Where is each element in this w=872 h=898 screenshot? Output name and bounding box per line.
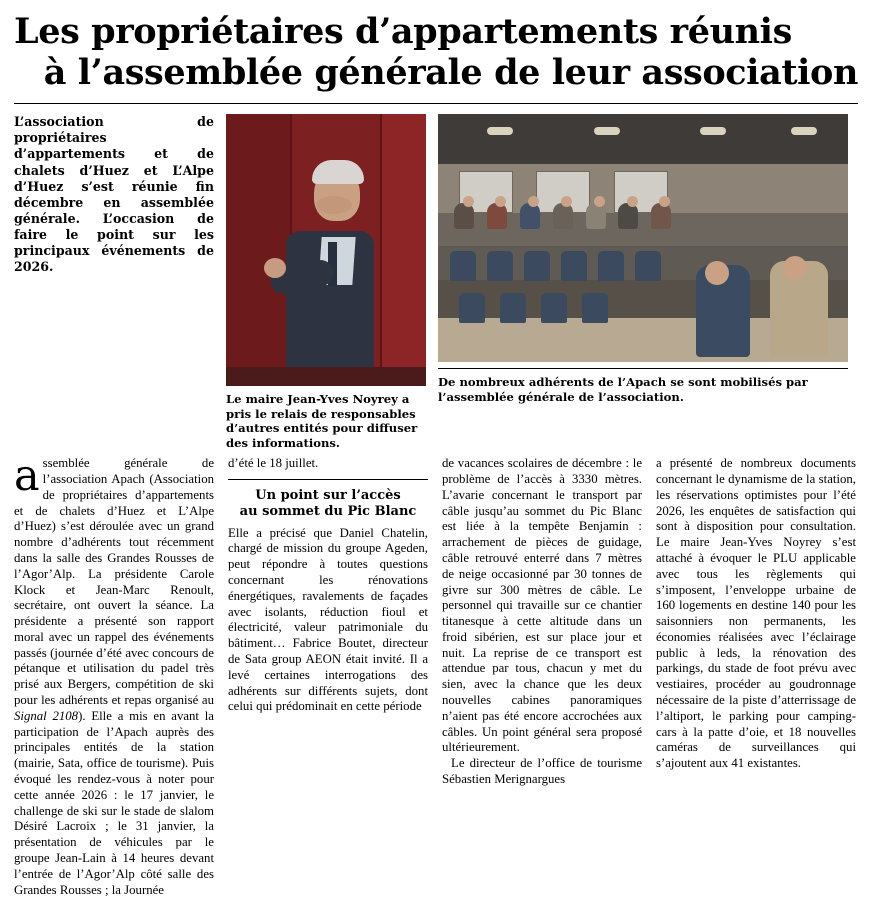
audience-chair bbox=[541, 293, 567, 323]
caption-divider bbox=[438, 368, 848, 369]
lead-text-a: assemblée générale de l’association Apach (Association de propriétaires d’appartements et de chalets d’Huez et L’Alpe d’Huez) s’est déroulée avec un grand nombre d’adhérents tout récemment dans la salle des Grandes Rousses de l’Agor’Alp. La présidente Carole Klock et Jean-Marc Renoult, secrétaire, ont ouvert la séance. La présidente a présenté son rapport moral avec un rappel des événements passés (journée d’été avec concours de pétanque et utilisation du padel très prisé aux Bergers, compétition de ski pour les adhérents et repas organisé au bbox=[14, 451, 214, 708]
audience-person bbox=[487, 203, 507, 229]
audience-chair bbox=[524, 251, 550, 281]
standfirst: L’association de propriétaires d’appartements et de chalets d’Huez et L’Alpe d’Huez s’est réunie fin décembre en assemblée générale. L’occasion de faire le point sur les principaux événements de 2026. bbox=[14, 114, 214, 275]
paragraph: de vacances scolaires de décembre : le problème de l’accès à 3330 mètres. L’avarie concernant le transport par câble jusqu’au sommet du Pic Blanc est liée à la tempête Benjamin : arrachement de pièces de guidage, câble retrouvé enterré dans 7 mètres de neige occasionné par 30 tonnes de givre sur 300 mètres de câble. Le personnel qui travaille sur ce chantier titanesque à cette altitude dans un froid sibérien, est sur place jour et nuit. La reprise de ce transport est attendue par tous, chacun y met du sien, avec la chance que les deux nouvelles cabines panoramiques n’aient pas été encore accrochées aux câbles. Un point général sera proposé ultérieurement. bbox=[442, 456, 642, 755]
paragraph-lead bbox=[14, 451, 214, 898]
column-1 bbox=[14, 451, 214, 898]
ceiling-light-icon bbox=[594, 127, 620, 135]
paragraph: d’été le 18 juillet. bbox=[228, 456, 319, 471]
audience-person-head bbox=[627, 196, 638, 207]
caption-photo-speaker: Le maire Jean-Yves Noyrey a pris le relais de responsables d’autres entités pour diffuser des informations. bbox=[226, 392, 418, 450]
photo-audience-block bbox=[438, 114, 848, 404]
audience-chair bbox=[500, 293, 526, 323]
audience-person-head bbox=[561, 196, 572, 207]
photo-audience bbox=[438, 114, 848, 362]
audience-person bbox=[651, 203, 671, 229]
subhead-line-1: Un point sur l’accès bbox=[255, 487, 401, 503]
headline-line-1: Les propriétaires d’appartements réunis bbox=[14, 11, 792, 52]
photo-speaker-hair bbox=[312, 160, 364, 184]
photo-floor bbox=[226, 367, 426, 386]
audience-chair bbox=[561, 251, 587, 281]
audience-person-head bbox=[463, 196, 474, 207]
photo-speaker-block bbox=[226, 114, 426, 450]
column-3 bbox=[442, 456, 642, 898]
headline-divider bbox=[14, 103, 858, 104]
caption-photo-audience: De nombreux adhérents de l’Apach se sont mobilisés par l’assemblée générale de l’association. bbox=[438, 375, 808, 404]
lead-text-b: ). Elle a mis en avant la participation de l’Apach auprès des principales entités de la station (mairie, Sata, office de tourisme). Puis évoqué les rendez-vous à noter pour cette année 2026 : le 17 janvier, le challenge de ski sur le stade de slalom Désiré Lacroix ; le 31 janvier, la présentation de véhicules par le groupe Jean-Lain à 14 heures devant l’entrée de l’Agor’Alp côté salle des Grandes Rousses ; la Journée bbox=[14, 708, 214, 897]
body-columns bbox=[14, 451, 858, 898]
audience-person bbox=[454, 203, 474, 229]
photo-wall-right bbox=[378, 114, 426, 386]
headline-line-2: à l’assemblée générale de leur association bbox=[43, 51, 858, 93]
top-block bbox=[14, 114, 858, 450]
ceiling-light-icon bbox=[700, 127, 726, 135]
audience-person-head bbox=[594, 196, 605, 207]
page-title bbox=[14, 12, 858, 93]
ceiling-light-icon bbox=[791, 127, 817, 135]
paragraph: Elle a précisé que Daniel Chatelin, chargé de mission du groupe Ageden, peut répondre à toutes questions concernant les rénovations énergétiques, ravalements de façades avec isolants, réduction fioul et électricité, valeur patrimoniale du bâtiment… Fabrice Boutet, directeur de Sata group AEON était invité. Il a levé certaines interrogations des adhérents sur différents sujets, dont celui qui prédominait en cette période bbox=[228, 525, 428, 714]
subhead-access-summit bbox=[228, 488, 428, 520]
audience-person bbox=[586, 203, 606, 229]
photo-speaker bbox=[226, 114, 426, 386]
audience-person bbox=[618, 203, 638, 229]
audience-person bbox=[553, 203, 573, 229]
audience-chair bbox=[450, 251, 476, 281]
ceiling-light-icon bbox=[487, 127, 513, 135]
photo-wall-left bbox=[226, 114, 290, 386]
photo-speaker-face-shadow bbox=[316, 196, 352, 214]
section-divider bbox=[228, 479, 428, 480]
audience-chair bbox=[459, 293, 485, 323]
column-4 bbox=[656, 456, 856, 898]
paragraph: Le directeur de l’office de tourisme Sébastien Merignargues bbox=[442, 756, 642, 787]
paragraph: a présenté de nombreux documents concernant le dynamisme de la station, les réservations optimistes pour l’été 2026, les enquêtes de satisfaction qui sont à disposition pour consultation. Le maire Jean-Yves Noyrey s’est attaché à évoquer le PLU applicable avec tous les règlements qui s’imposent, l’enveloppe urbaine de 160 logements en destine 140 pour les saisonniers non permanents, les économies réalisées avec l’éclairage public à leds, la rénovation des parkings, du stade de foot prévu avec vestiaires, procéder au goudronnage nécessaire de la piste d’atterrissage de l’altiport, le parking pour camping-cars à la patte d’oie, et 18 nouvelles caméras de surveillances qui s’ajoutent aux 41 existantes. bbox=[656, 456, 856, 771]
audience-chair bbox=[635, 251, 661, 281]
audience-chair bbox=[598, 251, 624, 281]
audience-person bbox=[520, 203, 540, 229]
lead-text-italic: Signal 2108 bbox=[14, 708, 79, 723]
photo-ceiling bbox=[438, 114, 848, 164]
audience-chair bbox=[582, 293, 608, 323]
audience-chair bbox=[487, 251, 513, 281]
column-2 bbox=[228, 456, 428, 898]
subhead-line-2: au sommet du Pic Blanc bbox=[239, 503, 417, 519]
